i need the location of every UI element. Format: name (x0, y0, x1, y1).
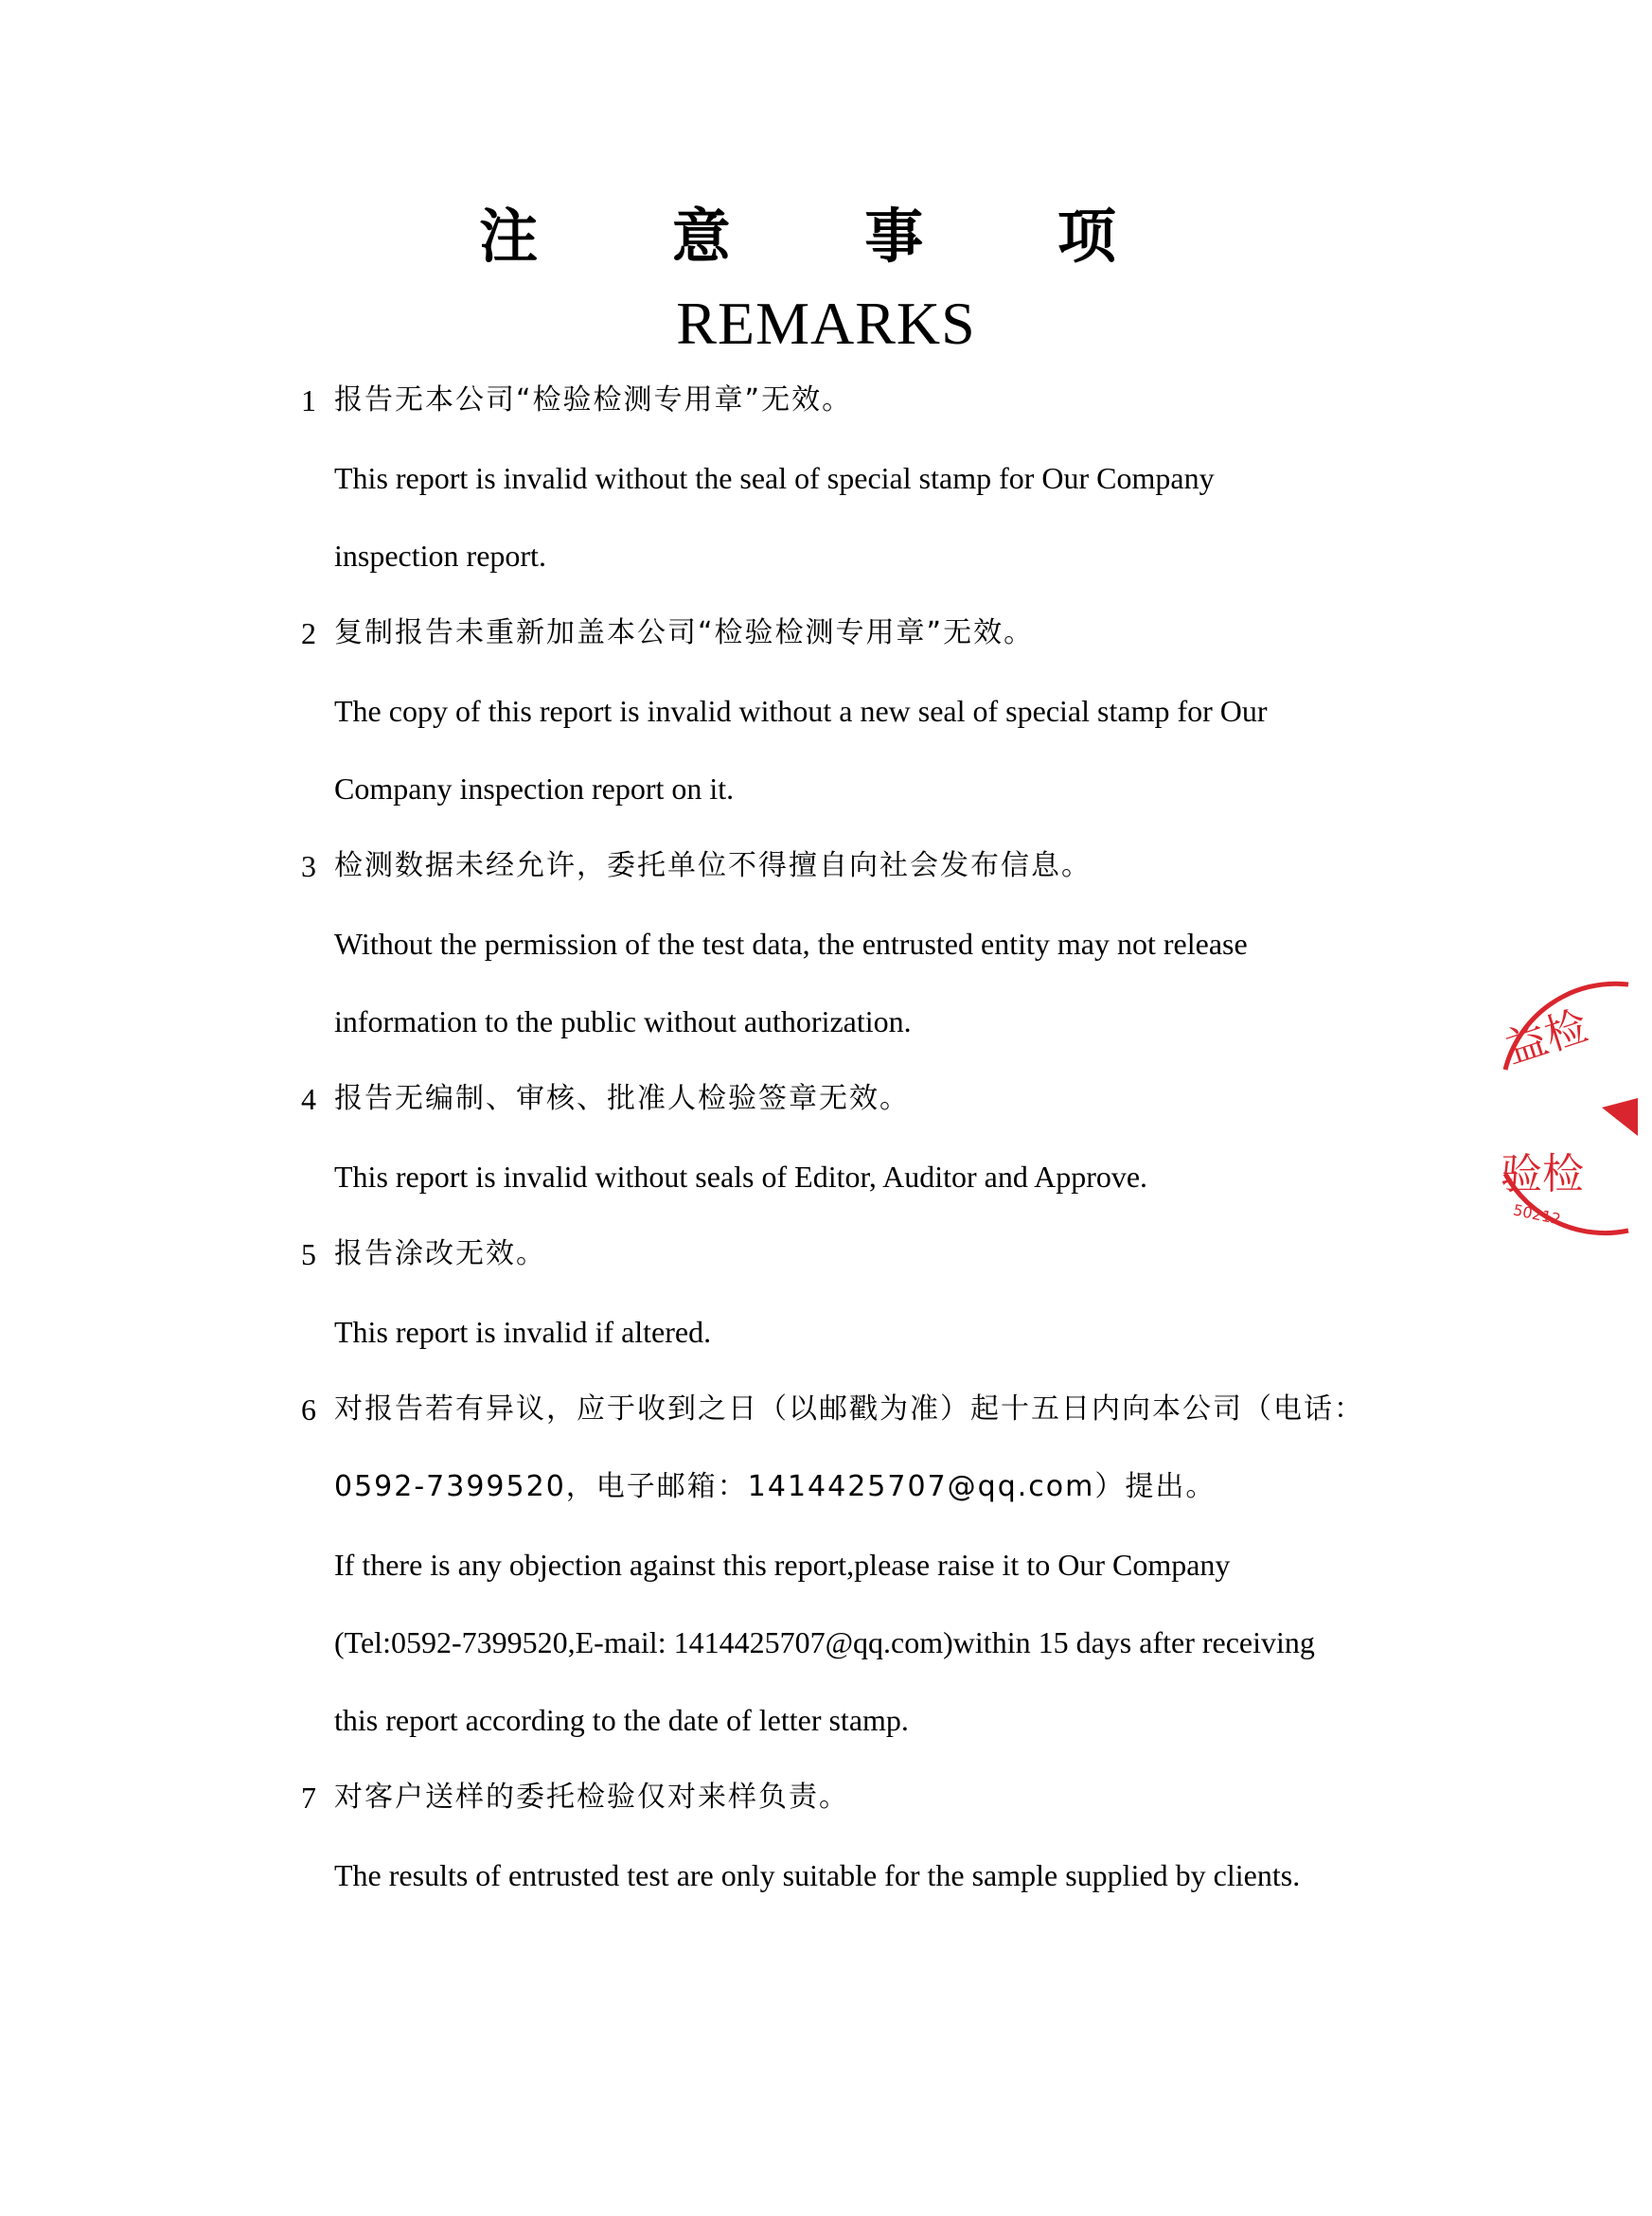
remark-number: 6 (301, 1392, 316, 1427)
remark-text-english: If there is any objection against this report,please raise it to Our Company (334, 1548, 1231, 1582)
seal-text-top: 益检 (1499, 1002, 1594, 1073)
remark-text-english: This report is invalid without seals of Editor, Auditor and Approve. (334, 1160, 1148, 1194)
remark-text-english: The copy of this report is invalid without a new seal of special stamp for Our (334, 694, 1268, 728)
remark-text-english: This report is invalid without the seal of special stamp for Our Company (334, 461, 1215, 495)
remark-text-chinese: 对客户送样的委托检验仅对来样负责。 (334, 1781, 849, 1814)
remark-text-chinese: 对报告若有异议，应于收到之日（以邮戳为准）起十五日内向本公司（电话： (334, 1392, 1364, 1426)
partial-seal-stamp (1496, 966, 1638, 1240)
remark-text-chinese: 复制报告未重新加盖本公司“检验检测专用章”无效。 (334, 616, 1035, 649)
remark-text-english: inspection report. (334, 539, 546, 573)
seal-digits: 50212 (1511, 1200, 1563, 1229)
remark-text-chinese: 0592-7399520，电子邮箱：1414425707@qq.com）提出。 (334, 1470, 1217, 1503)
remark-text-chinese: 报告无编制、审核、批准人检验签章无效。 (334, 1082, 910, 1115)
seal-ring-top (1505, 984, 1628, 1070)
remark-number: 1 (301, 383, 316, 417)
remark-text-chinese: 检测数据未经允许，委托单位不得擅自向社会发布信息。 (334, 849, 1092, 882)
seal-text-bottom: 验检 (1501, 1150, 1584, 1198)
seal-icon (1505, 984, 1628, 1232)
remark-text-english: Without the permission of the test data, the entrusted entity may not release (334, 927, 1248, 961)
remark-number: 4 (301, 1082, 316, 1116)
remark-text-english: (Tel:0592-7399520,E-mail: 1414425707@qq.com)within 15 days after receiving (334, 1625, 1315, 1659)
remark-text-english: This report is invalid if altered. (334, 1315, 712, 1349)
page-title-chinese: 注 意 事 项 (479, 202, 1173, 271)
remark-text-english: Company inspection report on it. (334, 771, 735, 806)
remark-text-chinese: 报告无本公司“检验检测专用章”无效。 (334, 383, 853, 417)
seal-star-fragment (1602, 1098, 1638, 1136)
remark-text-english: The results of entrusted test are only suitable for the sample supplied by clients. (334, 1858, 1301, 1892)
seal-ring-bottom (1505, 1174, 1628, 1233)
remark-text-english: information to the public without authorization. (334, 1004, 912, 1038)
page-title-english: REMARKS (676, 290, 976, 357)
remark-number: 3 (301, 849, 316, 883)
remark-number: 5 (301, 1237, 316, 1271)
remark-number: 2 (301, 616, 316, 650)
remark-text-chinese: 报告涂改无效。 (334, 1237, 546, 1270)
remark-text-english: this report according to the date of letter stamp. (334, 1703, 909, 1737)
remark-number: 7 (301, 1781, 316, 1815)
